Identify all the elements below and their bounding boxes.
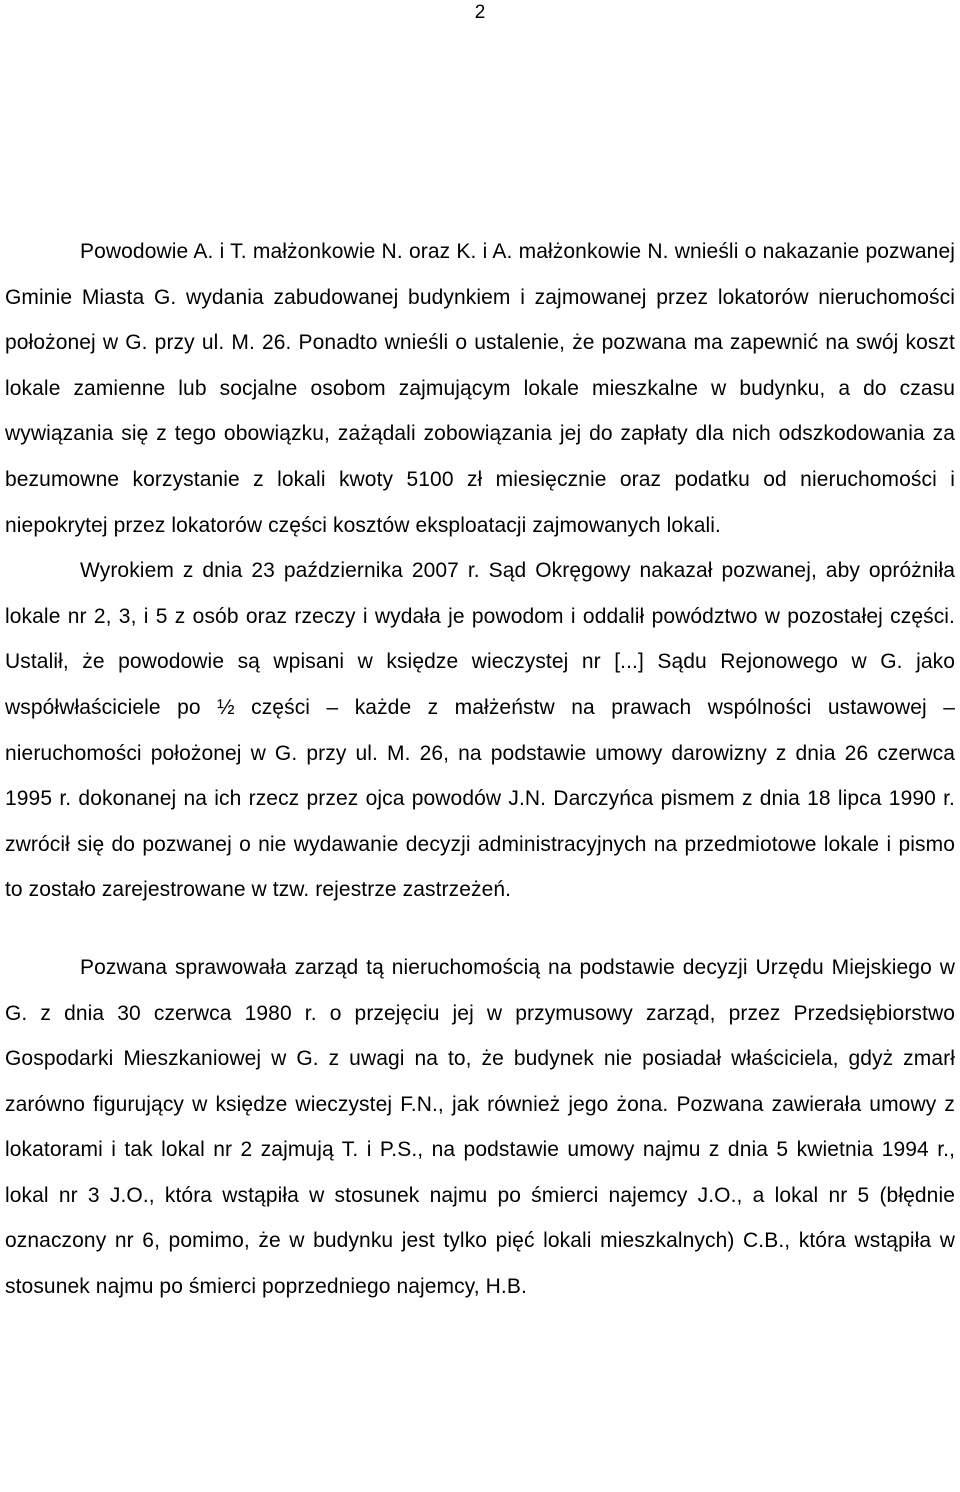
paragraph-claims: Powodowie A. i T. małżonkowie N. oraz K. i A. małżonkowie N. wnieśli o nakazanie pozwanej Gminie Miasta G. wydania zabudowanej budynkiem i zajmowanej przez lokatorów nieruchomości położonej w G. przy ul. M. 26. Ponadto wnieśli o ustalenie, że pozwana ma zapewnić na swój koszt lokale zamienne lub socjalne osobom zajmującym lokale mieszkalne w budynku, a do czasu wywiązania się z tego obowiązku, zażądali zobowiązania jej do zapłaty dla nich odszkodowania za bezumowne korzystanie z lokali kwoty 5100 zł miesięcznie oraz podatku od nieruchomości i niepokrytej przez lokatorów części kosztów eksploatacji zajmowanych lokali. xyxy=(5,240,955,537)
document-body xyxy=(5,229,955,1310)
paragraph-judgment: Wyrokiem z dnia 23 października 2007 r. Sąd Okręgowy nakazał pozwanej, aby opróżniła lokale nr 2, 3, i 5 z osób oraz rzeczy i wydała je powodom i oddalił powództwo w pozostałej części. Ustalił, że powodowie są wpisani w księdze wieczystej nr [...] Sądu Rejonowego w G. jako współwłaściciele po ½ części – każde z małżeństw na prawach wspólności ustawowej – nieruchomości położonej w G. przy ul. M. 26, na podstawie umowy darowizny z dnia 26 czerwca 1995 r. dokonanej na ich rzecz przez ojca powodów J.N. Darczyńca pismem z dnia 18 lipca 1990 r. zwrócił się do pozwanej o nie wydawanie decyzji administracyjnych na przedmiotowe lokale i pismo to zostało zarejestrowane w tzw. rejestrze zastrzeżeń. xyxy=(5,559,955,902)
paragraph-management: Pozwana sprawowała zarząd tą nieruchomością na podstawie decyzji Urzędu Miejskiego w G. z dnia 30 czerwca 1980 r. o przejęciu jej w przymusowy zarząd, przez Przedsiębiorstwo Gospodarki Mieszkaniowej w G. z uwagi na to, że budynek nie posiadał właściciela, gdyż zmarł zarówno figurujący w księdze wieczystej F.N., jak również jego żona. Pozwana zawierała umowy z lokatorami i tak lokal nr 2 zajmują T. i P.S., na podstawie umowy najmu z dnia 5 kwietnia 1994 r., lokal nr 3 J.O., która wstąpiła w stosunek najmu po śmierci najemcy J.O., a lokal nr 5 (błędnie oznaczony nr 6, pomimo, że w budynku jest tylko pięć lokali mieszkalnych) C.B., która wstąpiła w stosunek najmu po śmierci poprzedniego najemcy, H.B. xyxy=(5,955,955,1299)
paragraph-gap xyxy=(5,913,955,945)
page-number: 2 xyxy=(474,2,486,23)
